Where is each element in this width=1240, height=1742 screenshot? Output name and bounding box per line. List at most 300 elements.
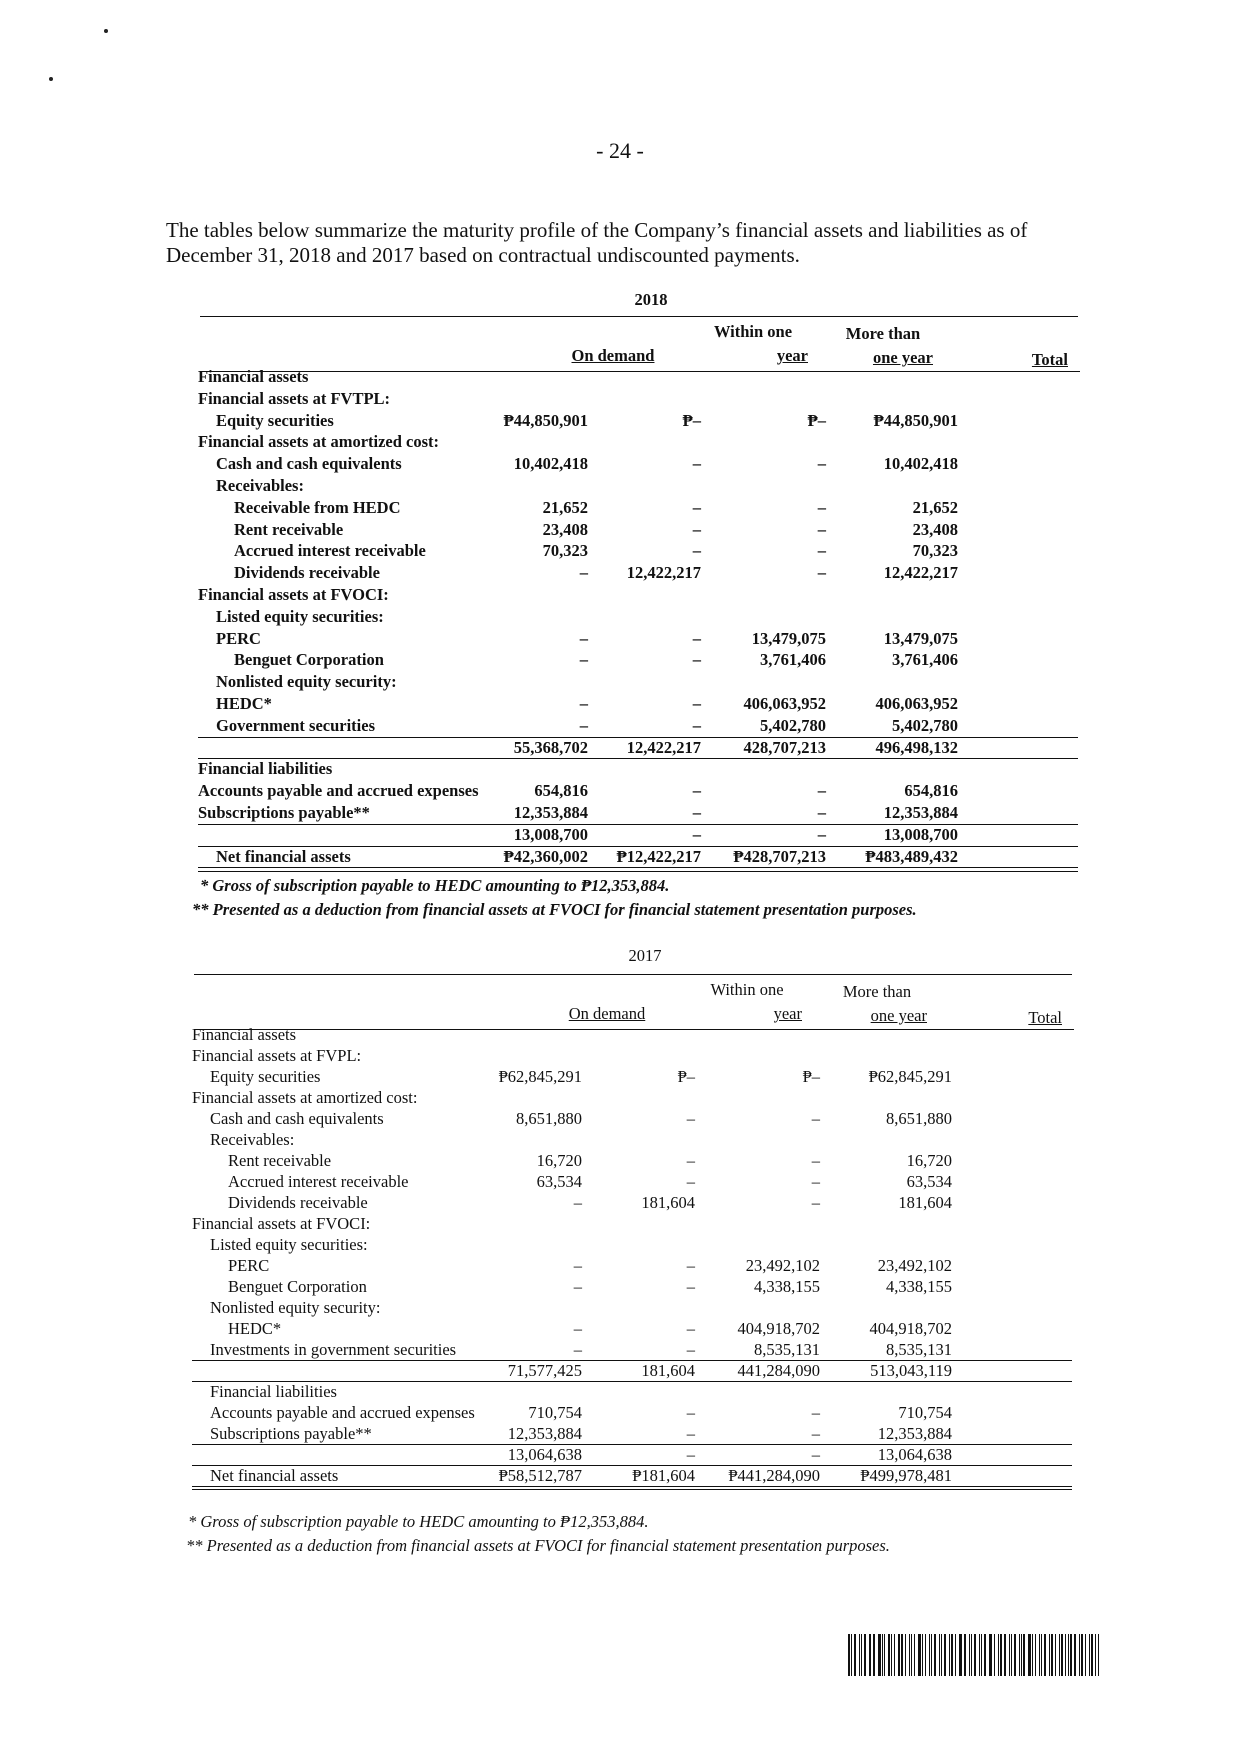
row-value: –: [811, 1193, 820, 1212]
row-value: –: [686, 1277, 695, 1296]
row-value: ₱44,850,901: [873, 410, 958, 430]
row-value: –: [692, 454, 701, 474]
row-value: –: [579, 563, 588, 583]
barcode-bar: [1074, 1634, 1076, 1676]
table-row: [198, 802, 1078, 823]
header-more-than-one-year: More than one year: [845, 324, 933, 367]
row-value: 710,754: [898, 1403, 952, 1422]
barcode-bar: [851, 1634, 852, 1676]
barcode-bar: [960, 1634, 962, 1676]
row-label: HEDC*: [228, 1319, 282, 1338]
table-row: [198, 366, 1078, 387]
maturity-table-2018: [192, 286, 1078, 926]
table-rule: [192, 1465, 1072, 1466]
table-row: [192, 1255, 1072, 1276]
table-row: [198, 824, 1078, 845]
barcode-bar: [873, 1634, 875, 1676]
table-row: [192, 1150, 1072, 1171]
row-value: –: [817, 563, 826, 583]
barcode: [848, 1634, 1100, 1676]
barcode-bar: [955, 1634, 956, 1676]
barcode-bar: [1070, 1634, 1072, 1676]
footnote-gross: * Gross of subscription payable to HEDC amounting to ₱12,353,884.: [200, 876, 670, 895]
barcode-bar: [848, 1634, 850, 1676]
barcode-bar: [994, 1634, 995, 1676]
barcode-bar: [1049, 1634, 1050, 1676]
barcode-bar: [929, 1634, 931, 1676]
footnote-presented: ** Presented as a deduction from financial assets at FVOCI for financial statement presentation purposes.: [186, 1536, 890, 1555]
table-row: [198, 475, 1078, 496]
row-label: Dividends receivable: [234, 563, 380, 583]
barcode-bar: [1021, 1634, 1022, 1676]
barcode-bar: [882, 1634, 883, 1676]
row-value: 710,754: [528, 1403, 582, 1422]
row-label: Financial assets at FVTPL:: [198, 388, 391, 408]
barcode-bar: [909, 1634, 910, 1676]
row-value: –: [811, 1445, 820, 1464]
header-total: Total: [1028, 1008, 1062, 1027]
row-value: ₱441,284,090: [728, 1466, 820, 1485]
row-value: 5,402,780: [892, 715, 958, 735]
row-value: 10,402,418: [513, 454, 588, 474]
row-value: 654,816: [904, 781, 958, 801]
table-row: [192, 1360, 1072, 1381]
row-value: ₱44,850,901: [503, 410, 588, 430]
table-row: [198, 584, 1078, 605]
table-row: [192, 1423, 1072, 1444]
barcode-bar: [870, 1634, 871, 1676]
row-value: 13,008,700: [883, 824, 958, 844]
row-value: –: [817, 497, 826, 517]
table-row: [192, 1087, 1072, 1108]
barcode-bar: [1044, 1634, 1046, 1676]
table-rule: [192, 1360, 1072, 1361]
header-total: Total: [1031, 350, 1068, 369]
table-year: 2018: [634, 290, 668, 309]
barcode-bar: [969, 1634, 970, 1676]
barcode-bar: [884, 1634, 885, 1676]
row-value: –: [817, 541, 826, 561]
table-row: [198, 431, 1078, 452]
row-value: 13,479,075: [883, 628, 958, 648]
row-value: –: [692, 694, 701, 713]
row-value: –: [811, 1151, 820, 1170]
table-row: [192, 1297, 1072, 1318]
row-label: Financial liabilities: [198, 759, 333, 779]
barcode-bar: [1014, 1634, 1016, 1676]
barcode-bar: [984, 1634, 986, 1676]
table-row: [198, 410, 1078, 431]
row-value: 12,422,217: [626, 737, 701, 757]
table-rule: [198, 824, 1078, 825]
row-label: PERC: [216, 628, 261, 648]
row-value: –: [686, 1172, 695, 1191]
row-value: 8,535,131: [886, 1340, 952, 1359]
table-row: [192, 1024, 1072, 1045]
row-value: 406,063,952: [743, 694, 826, 713]
row-value: 428,707,213: [743, 737, 826, 757]
row-value: 23,408: [912, 519, 958, 539]
barcode-bar: [888, 1634, 890, 1676]
row-value: –: [686, 1445, 695, 1464]
barcode-bar: [989, 1634, 990, 1676]
barcode-bar: [1011, 1634, 1012, 1676]
row-value: ₱–: [802, 1067, 820, 1086]
barcode-bar: [1028, 1634, 1031, 1676]
row-value: –: [692, 824, 701, 844]
row-value: –: [686, 1340, 695, 1359]
row-value: –: [686, 1109, 695, 1128]
row-value: 12,422,217: [883, 563, 958, 583]
row-value: –: [579, 694, 588, 713]
table-row: [198, 519, 1078, 540]
row-value: ₱181,604: [632, 1466, 695, 1485]
barcode-bar: [949, 1634, 950, 1676]
table-row: [198, 780, 1078, 801]
table-row: [198, 715, 1078, 736]
barcode-bar: [981, 1634, 982, 1676]
row-value: 12,422,217: [626, 563, 701, 583]
table-row: [198, 846, 1078, 867]
row-value: –: [817, 781, 826, 801]
row-value: ₱483,489,432: [865, 846, 958, 866]
footnote-presented: ** Presented as a deduction from financial assets at FVOCI for financial statement presentation purposes.: [192, 900, 917, 919]
table-row: [198, 671, 1078, 692]
row-label: Nonlisted equity security:: [216, 672, 397, 692]
row-value: 63,534: [906, 1172, 952, 1191]
row-value: –: [573, 1319, 582, 1338]
maturity-table-2017: [186, 944, 1072, 1584]
row-value: –: [692, 519, 701, 539]
row-value: 21,652: [912, 497, 958, 517]
table-rule: [198, 846, 1078, 847]
barcode-bar: [1091, 1634, 1093, 1676]
intro-paragraph: The tables below summarize the maturity profile of the Company’s financial assets and liabilities as of December 31, 2018 and 2017 based on contractual undiscounted payments.: [166, 218, 1028, 267]
row-value: –: [579, 650, 588, 670]
row-label: Accounts payable and accrued expenses: [198, 781, 479, 801]
row-value: 181,604: [898, 1193, 952, 1212]
row-value: –: [573, 1340, 582, 1359]
row-value: –: [811, 1403, 820, 1422]
table-row: [192, 1213, 1072, 1234]
table-year: 2017: [628, 946, 662, 965]
row-label: Benguet Corporation: [234, 650, 384, 670]
table-row: [192, 1045, 1072, 1066]
row-label: Cash and cash equivalents: [216, 454, 402, 474]
row-value: ₱–: [807, 410, 826, 430]
table-row: [192, 1318, 1072, 1339]
table-rule: [192, 1486, 1072, 1487]
row-value: 4,338,155: [886, 1277, 952, 1296]
row-label: Receivables:: [210, 1130, 295, 1149]
row-value: ₱42,360,002: [503, 846, 588, 866]
barcode-bar: [894, 1634, 895, 1676]
row-value: 4,338,155: [754, 1277, 820, 1296]
row-value: ₱–: [682, 410, 701, 430]
barcode-bar: [1051, 1634, 1054, 1676]
row-value: –: [692, 781, 701, 801]
barcode-bar: [891, 1634, 892, 1676]
row-value: –: [811, 1424, 820, 1443]
barcode-bar: [864, 1634, 866, 1676]
table-row: [192, 1444, 1072, 1465]
row-label: Benguet Corporation: [228, 1277, 367, 1296]
row-label: Rent receivable: [228, 1151, 332, 1170]
table-rule: [198, 867, 1078, 868]
row-value: 16,720: [906, 1151, 952, 1170]
row-value: –: [573, 1193, 582, 1212]
row-value: 8,651,880: [886, 1109, 952, 1128]
row-value: 23,492,102: [877, 1256, 952, 1275]
table-row: [192, 1465, 1072, 1486]
row-value: 13,479,075: [751, 628, 826, 648]
barcode-bar: [1098, 1634, 1099, 1676]
table-rule: [192, 1381, 1072, 1382]
barcode-bar: [1089, 1634, 1090, 1676]
row-value: –: [686, 1424, 695, 1443]
table-top-rule: [200, 316, 1078, 317]
table-row: [192, 1108, 1072, 1129]
row-value: 12,353,884: [507, 1424, 582, 1443]
row-value: 8,651,880: [516, 1109, 582, 1128]
barcode-bar: [934, 1634, 936, 1676]
table-row: [192, 1381, 1072, 1402]
row-value: –: [817, 454, 826, 474]
table-rule: [198, 871, 1078, 872]
barcode-bar: [1039, 1634, 1040, 1676]
row-value: 8,535,131: [754, 1340, 820, 1359]
barcode-bar: [941, 1634, 942, 1676]
table-row: [198, 758, 1078, 779]
table-rule: [198, 737, 1078, 738]
barcode-bar: [1059, 1634, 1060, 1676]
table-row: [198, 628, 1078, 649]
row-label: Accounts payable and accrued expenses: [210, 1403, 475, 1422]
row-value: 70,323: [912, 541, 958, 561]
barcode-bar: [905, 1634, 906, 1676]
row-value: ₱58,512,787: [498, 1466, 582, 1485]
row-label: Net financial assets: [210, 1466, 339, 1485]
row-value: –: [686, 1256, 695, 1275]
row-value: –: [692, 541, 701, 561]
row-value: –: [817, 803, 826, 822]
table-row: [192, 1129, 1072, 1150]
barcode-bar: [931, 1634, 932, 1676]
table-row: [198, 540, 1078, 561]
barcode-bar: [1068, 1634, 1069, 1676]
row-value: 3,761,406: [760, 650, 826, 670]
barcode-bar: [1035, 1634, 1037, 1676]
barcode-bar: [951, 1634, 953, 1676]
row-value: –: [817, 519, 826, 539]
barcode-bar: [901, 1634, 903, 1676]
scan-speck: [49, 77, 53, 81]
row-value: –: [817, 824, 826, 844]
barcode-bar: [998, 1634, 999, 1676]
row-value: –: [811, 1109, 820, 1128]
table-row: [198, 606, 1078, 627]
row-label: Financial liabilities: [210, 1382, 337, 1401]
row-label: Listed equity securities:: [216, 606, 384, 626]
row-label: Receivable from HEDC: [234, 497, 401, 517]
table-row: [192, 1402, 1072, 1423]
table-row: [198, 649, 1078, 670]
table-row: [192, 1234, 1072, 1255]
footnote-gross: * Gross of subscription payable to HEDC amounting to ₱12,353,884.: [188, 1512, 649, 1531]
row-label: HEDC*: [216, 694, 272, 713]
header-within-one-year: Within one year: [713, 322, 808, 365]
row-value: 3,761,406: [892, 650, 958, 670]
row-value: 13,064,638: [877, 1445, 952, 1464]
row-value: 71,577,425: [507, 1361, 582, 1380]
row-value: 21,652: [542, 497, 588, 517]
row-value: –: [692, 650, 701, 670]
row-value: –: [573, 1277, 582, 1296]
row-value: ₱62,845,291: [498, 1067, 582, 1086]
row-value: 55,368,702: [513, 737, 588, 757]
barcode-bar: [964, 1634, 966, 1676]
row-value: 12,353,884: [877, 1424, 952, 1443]
table-top-rule: [194, 974, 1072, 975]
row-label: Equity securities: [210, 1067, 321, 1086]
row-value: –: [692, 497, 701, 517]
barcode-bar: [1095, 1634, 1096, 1676]
table-row: [192, 1339, 1072, 1360]
barcode-bar: [1032, 1634, 1033, 1676]
row-value: –: [579, 628, 588, 648]
row-label: Dividends receivable: [228, 1193, 368, 1212]
row-value: 654,816: [534, 781, 588, 801]
barcode-bar: [959, 1634, 960, 1676]
header-on-demand: On demand: [571, 346, 655, 365]
table-row: [198, 497, 1078, 518]
row-value: 23,492,102: [745, 1256, 820, 1275]
row-value: 496,498,132: [875, 737, 958, 757]
barcode-bar: [861, 1634, 862, 1676]
table-row: [198, 693, 1078, 714]
table-row: [198, 562, 1078, 583]
row-value: 12,353,884: [513, 803, 588, 822]
row-label: Financial assets at FVOCI:: [198, 585, 389, 604]
row-label: Subscriptions payable**: [210, 1424, 372, 1443]
row-value: 181,604: [641, 1361, 695, 1380]
table-rule: [192, 1444, 1072, 1445]
row-label: Financial assets: [198, 367, 309, 386]
barcode-bar: [1085, 1634, 1086, 1676]
row-value: –: [686, 1403, 695, 1422]
row-value: 513,043,119: [870, 1361, 952, 1380]
row-value: 16,720: [536, 1151, 582, 1170]
row-value: 10,402,418: [883, 454, 958, 474]
barcode-bar: [1055, 1634, 1056, 1676]
row-value: 404,918,702: [737, 1319, 820, 1338]
row-label: Investments in government securities: [210, 1340, 457, 1359]
row-value: 441,284,090: [737, 1361, 820, 1380]
barcode-bar: [1023, 1634, 1025, 1676]
row-label: Financial assets at FVOCI:: [192, 1214, 371, 1233]
row-label: Equity securities: [216, 410, 334, 430]
barcode-bar: [1000, 1634, 1003, 1676]
barcode-bar: [918, 1634, 921, 1676]
row-value: –: [811, 1172, 820, 1191]
barcode-bar: [944, 1634, 947, 1676]
row-value: –: [692, 628, 701, 648]
barcode-bar: [869, 1634, 870, 1676]
barcode-bar: [914, 1634, 915, 1676]
table-rule: [192, 1489, 1072, 1490]
barcode-bar: [974, 1634, 977, 1676]
row-value: 70,323: [542, 541, 588, 561]
row-label: Net financial assets: [216, 846, 351, 866]
row-value: –: [686, 1151, 695, 1170]
barcode-bar: [925, 1634, 926, 1676]
barcode-bar: [1019, 1634, 1020, 1676]
row-value: ₱12,422,217: [616, 846, 701, 866]
table-row: [198, 388, 1078, 409]
row-value: 181,604: [641, 1193, 695, 1212]
row-label: Financial assets: [192, 1025, 297, 1044]
row-value: 404,918,702: [869, 1319, 952, 1338]
row-value: 13,064,638: [507, 1445, 582, 1464]
row-label: Subscriptions payable**: [198, 803, 370, 822]
barcode-bar: [1081, 1634, 1084, 1676]
row-label: Financial assets at amortized cost:: [198, 432, 440, 452]
row-value: ₱62,845,291: [868, 1067, 952, 1086]
row-label: PERC: [228, 1256, 270, 1275]
row-value: 13,008,700: [513, 824, 588, 844]
row-label: Cash and cash equivalents: [210, 1109, 384, 1128]
barcode-bar: [859, 1634, 860, 1676]
row-value: 5,402,780: [760, 715, 826, 735]
barcode-bar: [922, 1634, 923, 1676]
barcode-bar: [1079, 1634, 1080, 1676]
row-label: Accrued interest receivable: [234, 541, 426, 561]
header-more-than-one-year: More than one year: [842, 982, 927, 1025]
barcode-bar: [911, 1634, 913, 1676]
row-value: –: [686, 1319, 695, 1338]
table-row: [192, 1192, 1072, 1213]
table-row: [198, 453, 1078, 474]
row-value: 23,408: [542, 519, 588, 539]
row-value: –: [579, 715, 588, 735]
barcode-bar: [1041, 1634, 1042, 1676]
table-row: [192, 1276, 1072, 1297]
barcode-bar: [1065, 1634, 1066, 1676]
barcode-bar: [854, 1634, 857, 1676]
row-value: ₱–: [677, 1067, 695, 1086]
row-label: Receivables:: [216, 476, 304, 495]
row-value: ₱499,978,481: [860, 1466, 952, 1485]
barcode-bar: [979, 1634, 980, 1676]
barcode-bar: [1061, 1634, 1063, 1676]
row-value: 406,063,952: [875, 694, 958, 713]
barcode-bar: [1004, 1634, 1006, 1676]
barcode-bar: [878, 1634, 881, 1676]
row-value: –: [692, 715, 701, 735]
barcode-bar: [990, 1634, 992, 1676]
row-value: ₱428,707,213: [733, 846, 826, 866]
row-label: Financial assets at amortized cost:: [192, 1088, 418, 1107]
table-row: [192, 1171, 1072, 1192]
table-rule: [198, 758, 1078, 759]
row-value: 63,534: [536, 1172, 582, 1191]
row-label: Government securities: [216, 715, 375, 735]
table-row: [192, 1066, 1072, 1087]
scan-speck: [104, 29, 108, 33]
row-value: –: [692, 803, 701, 822]
page-number: - 24 -: [596, 138, 644, 163]
header-on-demand: On demand: [568, 1004, 646, 1023]
